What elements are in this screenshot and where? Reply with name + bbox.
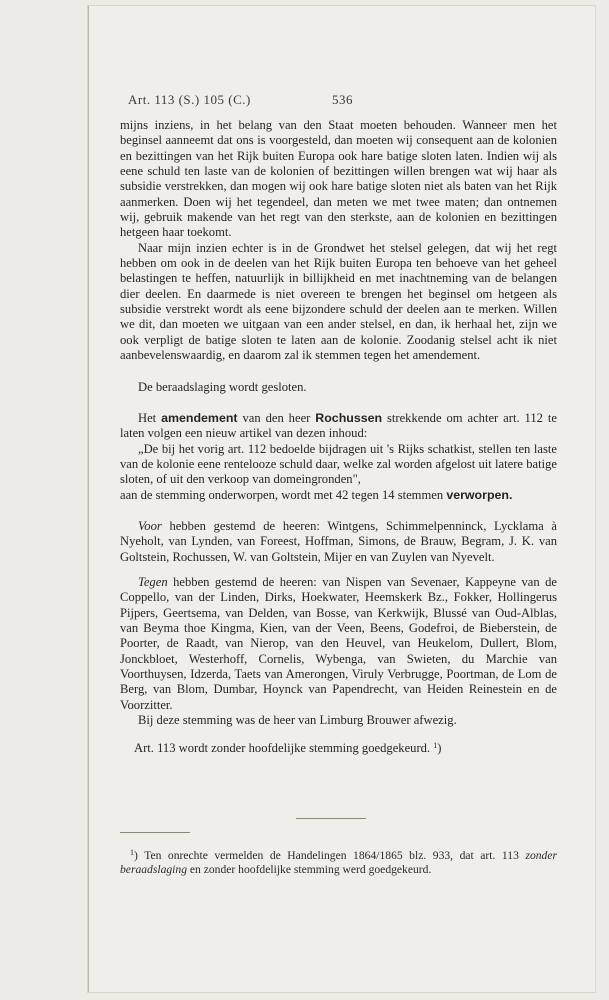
amendment-quote: „De bij het vorig art. 112 bedoelde bijdragen uit 's Rijks schatkist, stellen ten laste van de kolonie eene rentelooze schuld daar, welke zal worden afgelost uit latere batige sloten, of uit den verkoop van domeingronden", (120, 441, 557, 487)
vote-result (120, 488, 557, 503)
footnote-divider (120, 832, 190, 833)
votes-against (120, 575, 557, 713)
body-text (120, 118, 557, 757)
page-number: 536 (332, 92, 353, 107)
amendment-intro-text-2: van den heer (237, 410, 316, 425)
footnote-reference: 1 (433, 741, 438, 751)
absent-line: Bij deze stemming was de heer van Limburg Brouwer afwezig. (138, 713, 457, 728)
paragraph-1: mijns inziens, in het belang van den Staat moeten behouden. Wanneer men het beginsel aanneemt dat ons is voorgesteld, dan moeten wij consequent aan de kolonien en bezittingen van het Rijk buiten Europa ook hare batige sloten laten. Indien wij als eene schuld ten laste van de kolonien of bezittingen willen brengen wat wij haar als subsidie verstrekken, dan mogen wij ook hare batige sloten niet als baten van het Rijk aanmerken. Doen wij het tegendeel, dan meten we met twee maten; dan ontnemen wij, gebruik makende van het regt van den sterkste, aan de kolonien en bezittingen hetgeen haar toekomt. (120, 118, 557, 240)
footnote-text-1: Ten onrechte vermelden de Handelingen 1864/1865 blz. 933, dat art. 113 (137, 849, 526, 862)
votes-for-label: Voor (138, 518, 162, 533)
votes-against-label: Tegen (138, 574, 168, 589)
article-approved (120, 738, 557, 756)
votes-for (120, 519, 557, 565)
votes-for-names: hebben gestemd de heeren: Wintgens, Schimmelpenninck, Lycklama à Nyeholt, van Lynden, van Foreest, Hoffman, Simons, de Brauw, Begram, J. K. van Goltstein, Rochussen, W. van Goltstein, Mijer en van Zuylen van Nyevelt. (120, 518, 557, 564)
article-approved-text: Art. 113 wordt zonder hoofdelijke stemming goedgekeurd. (134, 741, 431, 756)
amendment-label: amendement (161, 410, 238, 425)
footnote (120, 846, 557, 876)
amendment-intro (120, 411, 557, 442)
votes-against-names: hebben gestemd de heeren: van Nispen van Sevenaer, Kappeyne van de Coppello, van der Linden, Dirks, Hoekwater, Heemskerk Bz., Fokker, Hollingerus Pijpers, Geertsema, van Delden, van Bosse, van Kerkwijk, Blussé van Oud-Alblas, van Beyma thoe Kingma, Kien, van der Veen, Beens, Godefroi, de Bieberstein, de Poorter, de Raadt, van Nierop, van den Heuvel, van Heukelom, Dullert, Blom, Jonckbloet, Westerhoff, Cornelis, Wybenga, van Swieten, du Marchie van Voorthuysen, Idzerda, Taets van Amerongen, Viruly Verbrugge, Poortman, de Lom de Berg, van Blom, Dumbar, Hoynck van Papendrecht, van Heiden Reinestein en de Voorzitter. (120, 574, 557, 712)
paragraph-2: Naar mijn inzien echter is in de Grondwet het stelsel gelegen, dat wij het regt hebben om ook in de deelen van het Rijk buiten Europa ten behoeve van het geheel belastingen te heffen, natuurlijk in billijkheid en met inachtneming van de belangen dier deelen. En daarmede is niet overeen te brengen het beginsel om hetgeen als subsidie verstrekt wordt als eene bijzondere schuld der deelen aan te merken. Willen we dit, dan moeten we uitgaan van een ander stelsel, en dan, ik herhaal het, zijn we ook verpligt de batige sloten te laten aan de kolonie. Zoodanig stelsel acht ik niet aanbevelenswaardig, en daarom zal ik stemmen tegen het amendement. (120, 240, 557, 363)
amendment-intro-text-1: Het (138, 410, 162, 425)
footnote-text-2: en zonder hoofdelijke stemming werd goedgekeurd. (187, 862, 432, 876)
section-divider (296, 818, 366, 819)
debate-closed-line: De beraadslaging wordt gesloten. (138, 379, 307, 394)
footnote-text (120, 846, 557, 876)
footnote-mark: 1 (130, 848, 134, 857)
footnote-mark-paren: ) (134, 849, 138, 862)
amendment-intro-text-3: strekkende om achter art. 112 te laten volgen een nieuw artikel van dezen inhoud: (120, 410, 557, 441)
vote-outcome: verworpen. (446, 487, 513, 502)
running-head-title: Art. 113 (S.) 105 (C.) (128, 92, 251, 107)
footnote-italic: zonder beraadslaging (120, 849, 557, 876)
footnote-reference-paren: ) (437, 741, 442, 756)
proposer-name: Rochussen (315, 410, 383, 425)
vote-result-text: aan de stemming onderworpen, wordt met 42 tegen 14 stemmen (120, 487, 447, 502)
